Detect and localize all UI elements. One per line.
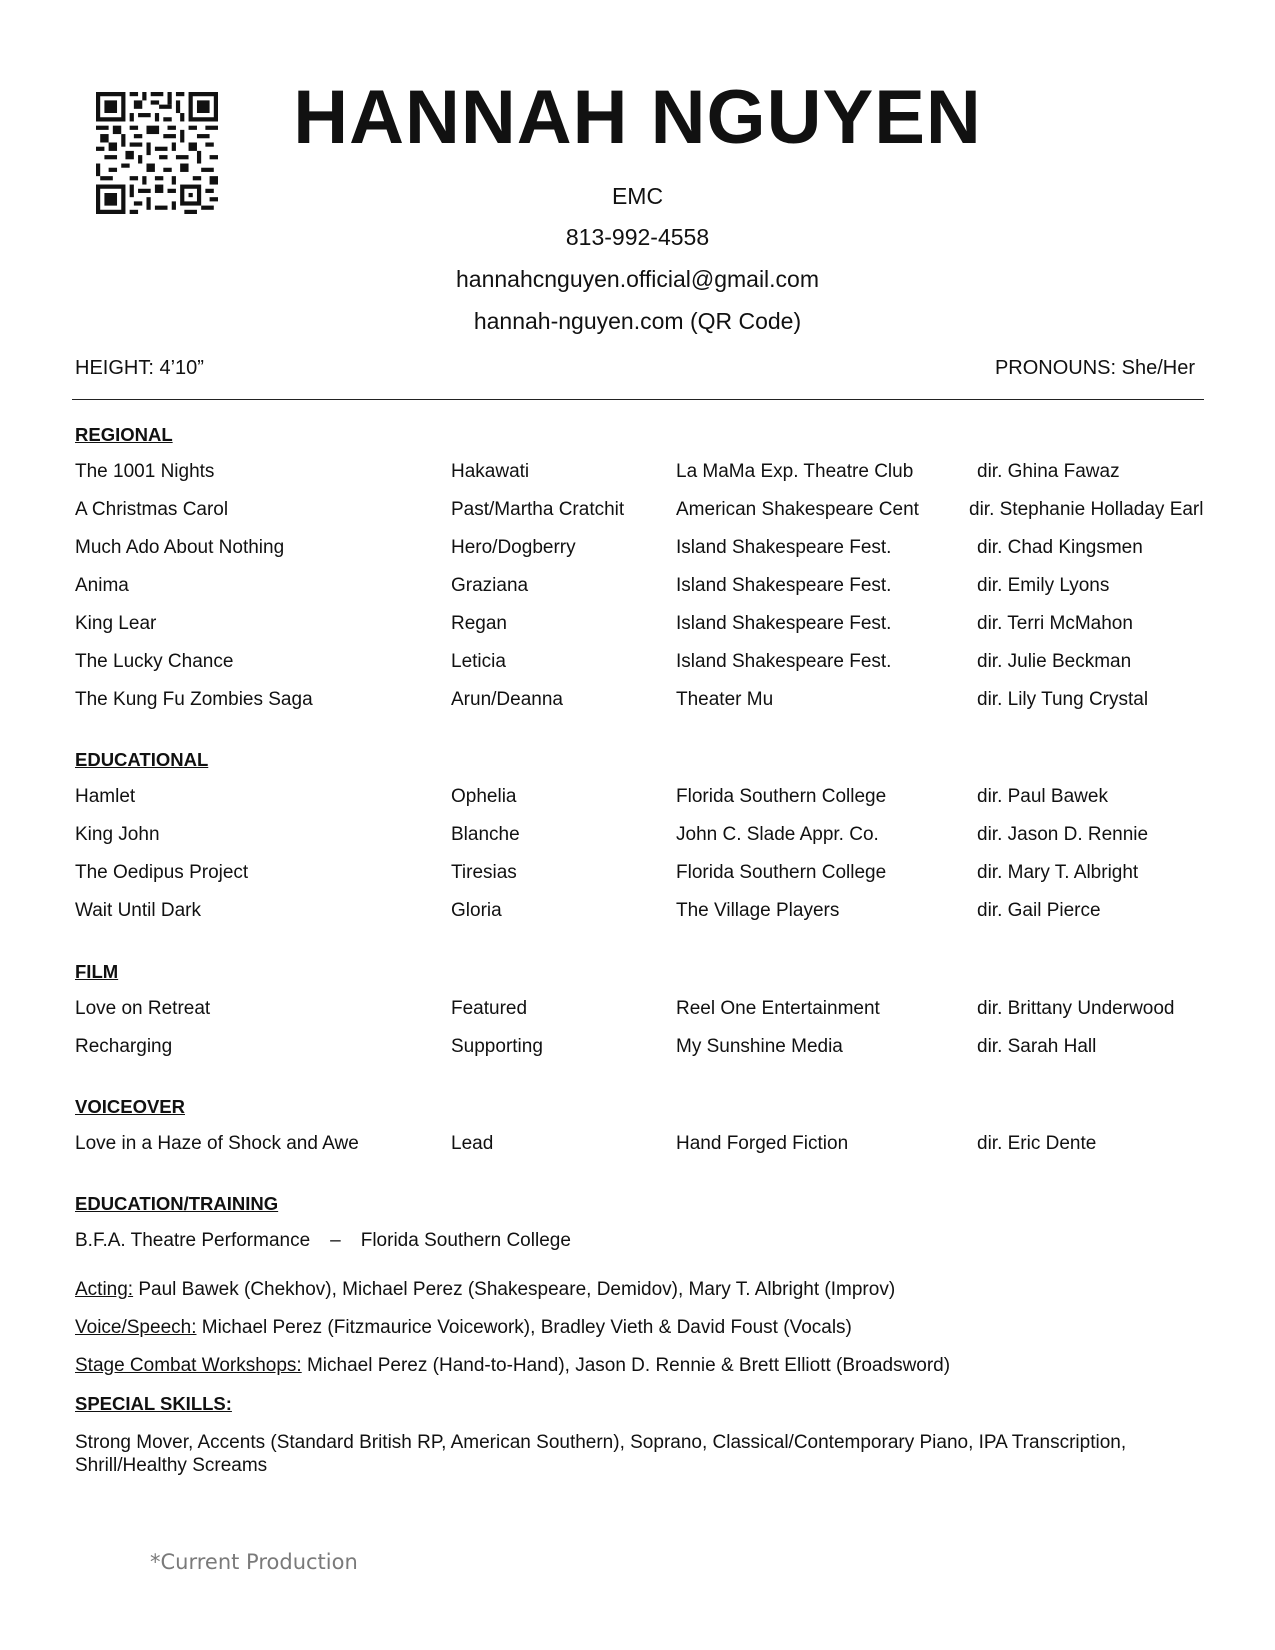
credit-title: Hamlet <box>75 786 136 807</box>
training-combat <box>75 1355 950 1377</box>
credit-row <box>0 998 1275 1024</box>
skills-line: Strong Mover, Accents (Standard British RP, American Southern), Soprano, Classical/Contemporary Piano, IPA Transcription, <box>75 1432 1127 1453</box>
credit-role: Blanche <box>451 824 520 845</box>
credit-company: The Village Players <box>676 900 840 921</box>
training-text: Michael Perez (Hand-to-Hand), Jason D. Rennie & Brett Elliott (Broadsword) <box>301 1355 951 1376</box>
credit-title: Love on Retreat <box>75 998 211 1019</box>
degree-school: Florida Southern College <box>360 1230 571 1251</box>
credit-row <box>0 824 1275 850</box>
degree-line <box>75 1230 571 1252</box>
credit-row <box>0 862 1275 888</box>
credit-row <box>0 651 1275 677</box>
training-text: Paul Bawek (Chekhov), Michael Perez (Shakespeare, Demidov), Mary T. Albright (Improv) <box>133 1279 896 1300</box>
footnote: *Current Production <box>150 1550 358 1574</box>
email-address: hannahcnguyen.official@gmail.com <box>455 266 820 292</box>
credit-role: Leticia <box>451 651 506 672</box>
section-heading-educational: EDUCATIONAL <box>75 749 209 770</box>
credit-director: dir. Ghina Fawaz <box>977 461 1120 482</box>
header-divider <box>72 399 1204 400</box>
credit-title: Recharging <box>75 1036 173 1057</box>
credit-company: Florida Southern College <box>676 786 887 807</box>
credit-title: The Oedipus Project <box>75 862 249 883</box>
credit-company: John C. Slade Appr. Co. <box>676 824 879 845</box>
credit-role: Lead <box>451 1133 494 1154</box>
credit-company: Island Shakespeare Fest. <box>676 613 892 634</box>
credit-director: dir. Eric Dente <box>977 1133 1097 1154</box>
credit-director: dir. Paul Bawek <box>977 786 1108 807</box>
credit-director: dir. Julie Beckman <box>977 651 1132 672</box>
credit-row <box>0 1036 1275 1062</box>
credit-company: Island Shakespeare Fest. <box>676 537 892 558</box>
section-heading-film: FILM <box>75 961 119 982</box>
height-info: HEIGHT: 4’10” <box>75 357 204 379</box>
training-label: Stage Combat Workshops: <box>75 1355 302 1376</box>
credit-row <box>0 499 1275 525</box>
training-acting <box>75 1279 895 1301</box>
credit-role: Tiresias <box>451 862 517 883</box>
training-voice <box>75 1317 852 1339</box>
credit-row <box>0 786 1275 812</box>
credit-row <box>0 537 1275 563</box>
credit-role: Hero/Dogberry <box>451 537 576 558</box>
credit-director: dir. Terri McMahon <box>977 613 1133 634</box>
credit-title: A Christmas Carol <box>75 499 229 520</box>
credit-company: Theater Mu <box>676 689 774 710</box>
credit-company: Florida Southern College <box>676 862 887 883</box>
credit-role: Ophelia <box>451 786 517 807</box>
training-label: Acting: <box>75 1279 134 1300</box>
training-label: Voice/Speech: <box>75 1317 197 1338</box>
credit-director: dir. Stephanie Holladay Earl <box>969 499 1204 520</box>
credit-company: My Sunshine Media <box>676 1036 843 1057</box>
credit-role: Arun/Deanna <box>451 689 563 710</box>
credit-company: Island Shakespeare Fest. <box>676 651 892 672</box>
credit-row <box>0 613 1275 639</box>
credit-title: Wait Until Dark <box>75 900 201 921</box>
credit-title: King Lear <box>75 613 157 634</box>
section-heading-voiceover: VOICEOVER <box>75 1096 185 1117</box>
credit-company: Reel One Entertainment <box>676 998 880 1019</box>
credit-director: dir. Emily Lyons <box>977 575 1110 596</box>
credit-company: American Shakespeare Cent <box>676 499 919 520</box>
credit-director: dir. Lily Tung Crystal <box>977 689 1149 710</box>
credit-title: Much Ado About Nothing <box>75 537 285 558</box>
skills-line: Shrill/Healthy Screams <box>75 1455 268 1476</box>
credit-title: The Kung Fu Zombies Saga <box>75 689 313 710</box>
credit-role: Past/Martha Cratchit <box>451 499 625 520</box>
credit-company: La MaMa Exp. Theatre Club <box>676 461 914 482</box>
credit-row <box>0 689 1275 715</box>
training-text: Michael Perez (Fitzmaurice Voicework), Bradley Vieth & David Foust (Vocals) <box>196 1317 852 1338</box>
credit-row <box>0 461 1275 487</box>
phone-number: 813-992-4558 <box>565 224 710 250</box>
credit-director: dir. Mary T. Albright <box>977 862 1139 883</box>
credit-role: Graziana <box>451 575 529 596</box>
credit-row <box>0 1133 1275 1159</box>
credit-director: dir. Brittany Underwood <box>977 998 1175 1019</box>
degree-separator: – <box>330 1230 341 1251</box>
credit-role: Gloria <box>451 900 502 921</box>
section-heading-regional: REGIONAL <box>75 424 173 445</box>
credit-title: Love in a Haze of Shock and Awe <box>75 1133 359 1154</box>
credit-director: dir. Chad Kingsmen <box>977 537 1143 558</box>
credit-title: The 1001 Nights <box>75 461 215 482</box>
union-status: EMC <box>611 183 664 209</box>
credit-role: Regan <box>451 613 507 634</box>
credit-company: Hand Forged Fiction <box>676 1133 849 1154</box>
credit-title: Anima <box>75 575 129 596</box>
credit-title: The Lucky Chance <box>75 651 234 672</box>
credit-director: dir. Sarah Hall <box>977 1036 1097 1057</box>
credit-row <box>0 900 1275 926</box>
website-link: hannah-nguyen.com (QR Code) <box>473 308 802 334</box>
credit-role: Featured <box>451 998 528 1019</box>
credit-row <box>0 575 1275 601</box>
section-heading-education: EDUCATION/TRAINING <box>75 1193 279 1214</box>
credit-title: King John <box>75 824 160 845</box>
credit-director: dir. Jason D. Rennie <box>977 824 1149 845</box>
credit-director: dir. Gail Pierce <box>977 900 1101 921</box>
credit-role: Supporting <box>451 1036 543 1057</box>
pronouns-info: PRONOUNS: She/Her <box>994 357 1195 379</box>
degree: B.F.A. Theatre Performance <box>75 1230 311 1251</box>
credit-role: Hakawati <box>451 461 530 482</box>
credit-company: Island Shakespeare Fest. <box>676 575 892 596</box>
page-title: HANNAH NGUYEN <box>293 75 982 160</box>
section-heading-skills: SPECIAL SKILLS: <box>75 1393 232 1414</box>
